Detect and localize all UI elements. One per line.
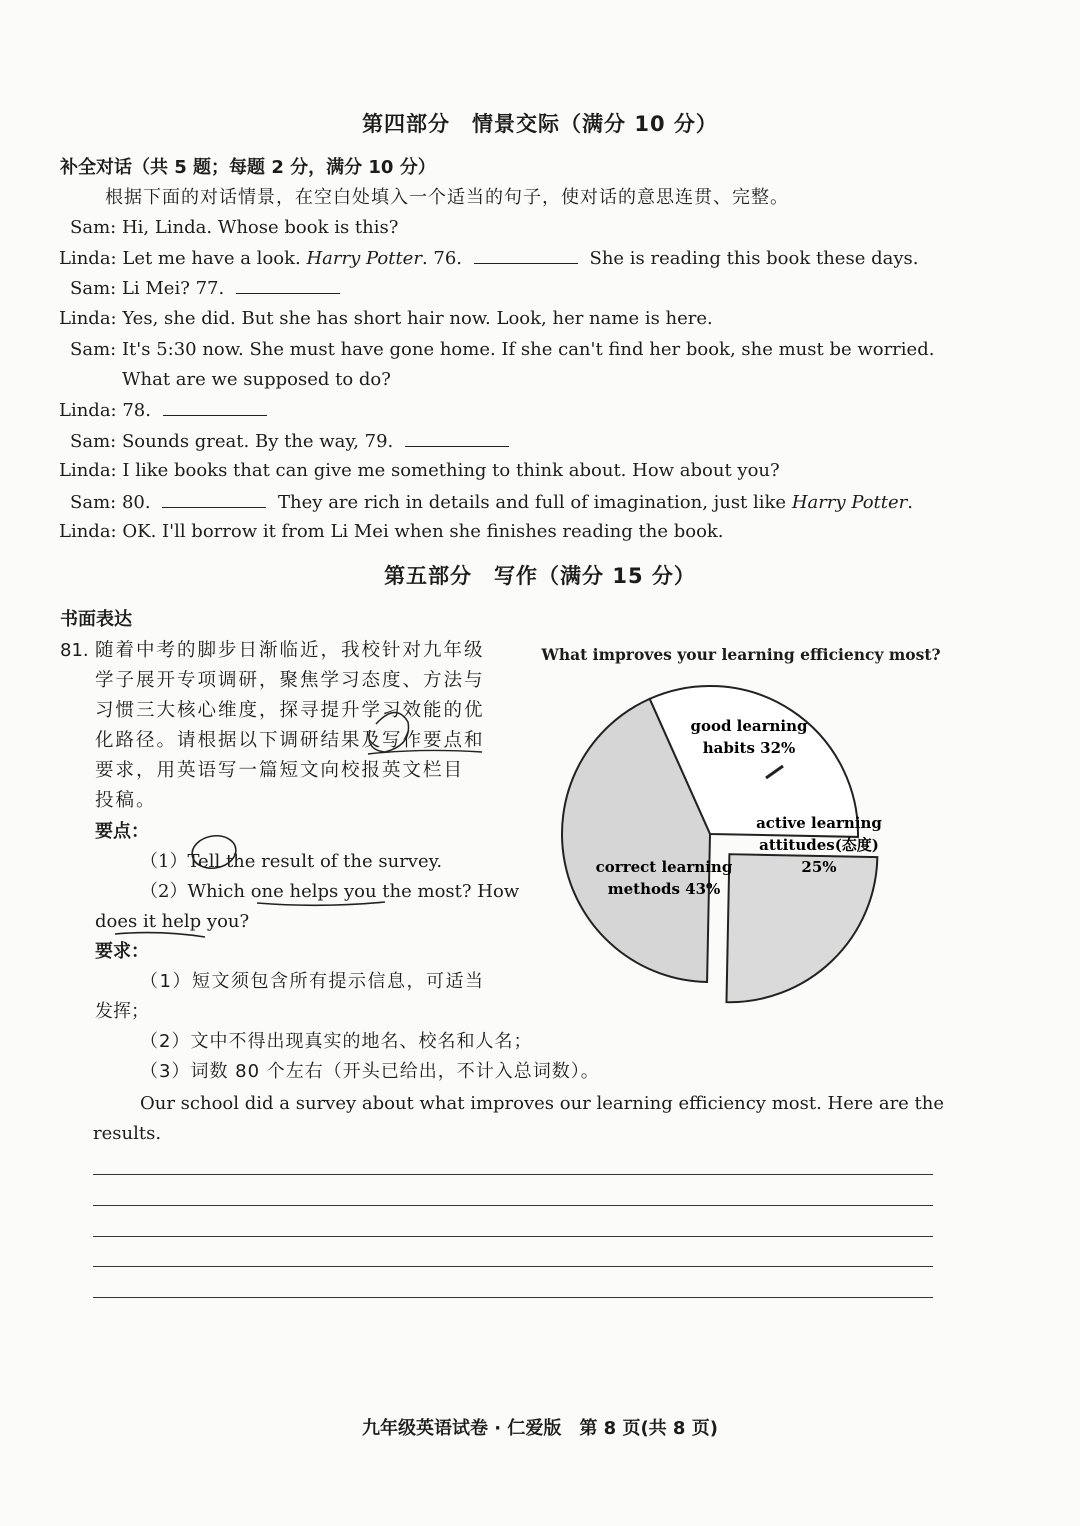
dialogue-text: Let me have a look. bbox=[122, 248, 307, 269]
writing-line-1[interactable] bbox=[93, 1174, 933, 1175]
question-81-number: 81. bbox=[60, 640, 89, 661]
speaker: Linda: bbox=[59, 460, 117, 481]
speaker: Linda: bbox=[59, 400, 117, 421]
question-81-prompt bbox=[95, 636, 525, 816]
writing-line-4[interactable] bbox=[93, 1266, 933, 1267]
writing-opening: Our school did a survey about what improves our learning efficiency most. Here are the bbox=[140, 1093, 945, 1114]
speaker: Sam: bbox=[70, 492, 117, 513]
dialogue-text: It's 5:30 now. She must have gone home. If she can't find her book, she must be worried. bbox=[121, 339, 935, 360]
dialogue-text: She is reading this book these days. bbox=[589, 248, 919, 269]
dialogue-text: They are rich in details and full of imagination, just like bbox=[278, 492, 792, 513]
speaker: Sam: bbox=[70, 431, 117, 452]
prompt-line: 习惯三大核心维度，探寻提升学习效能的优 bbox=[95, 700, 485, 721]
dialogue-line-6 bbox=[59, 397, 273, 424]
question-number-77: Li Mei? 77. bbox=[121, 278, 225, 299]
point-2: （2）Which one helps you the most? How bbox=[140, 881, 520, 902]
question-number-80: 80. bbox=[121, 492, 151, 513]
writing-opening-cont: results. bbox=[93, 1123, 162, 1144]
answer-blank-77[interactable] bbox=[236, 275, 340, 294]
dialogue-line-10 bbox=[59, 519, 724, 545]
speaker: Sam: bbox=[70, 339, 117, 360]
part5-title: 第五部分 写作（满分 15 分） bbox=[384, 564, 696, 588]
requirements-label: 要求： bbox=[95, 941, 149, 962]
dialogue-text: OK. I'll borrow it from Li Mei when she finishes reading the book. bbox=[122, 521, 724, 542]
prompt-line: 投稿。 bbox=[95, 790, 157, 811]
book-title: Harry Potter bbox=[306, 248, 422, 269]
question-number-79: Sounds great. By the way, 79. bbox=[121, 431, 394, 452]
answer-blank-78[interactable] bbox=[163, 397, 267, 416]
chart-title: What improves your learning efficiency most? bbox=[541, 645, 941, 664]
dialogue-line-3 bbox=[70, 275, 346, 302]
pie-chart bbox=[538, 636, 958, 996]
part5-subtitle: 书面表达 bbox=[60, 609, 132, 630]
slice-label: active learning attitudes(态度) 25% bbox=[756, 814, 882, 876]
prompt-line: 化路径。请根据以下调研结果及写作要点和 bbox=[95, 730, 485, 751]
dialogue-line-1 bbox=[70, 215, 398, 241]
slice-label: correct learning methods 43% bbox=[595, 858, 733, 898]
dialogue-line-5b: What are we supposed to do? bbox=[122, 369, 391, 390]
writing-line-2[interactable] bbox=[93, 1205, 933, 1206]
speaker: Sam: bbox=[70, 217, 117, 238]
question-number-78: 78. bbox=[122, 400, 151, 421]
dialogue-line-4 bbox=[59, 306, 713, 332]
requirement-2: （2）文中不得出现真实的地名、校名和人名； bbox=[140, 1031, 533, 1052]
speaker: Linda: bbox=[59, 521, 117, 542]
point-2-cont: does it help you? bbox=[95, 911, 250, 932]
answer-blank-76[interactable] bbox=[474, 245, 578, 264]
dialogue-line-9 bbox=[70, 489, 913, 516]
page-footer: 九年级英语试卷 · 仁爱版 第 8 页(共 8 页) bbox=[362, 1418, 718, 1439]
dialogue-line-5 bbox=[70, 337, 934, 363]
speaker: Sam: bbox=[70, 278, 117, 299]
points-label: 要点： bbox=[95, 821, 149, 842]
dialogue-text: Yes, she did. But she has short hair now. Look, her name is here. bbox=[122, 308, 713, 329]
dialogue-text: Hi, Linda. Whose book is this? bbox=[121, 217, 399, 238]
pie-slice-active-learning-attitudes bbox=[726, 854, 877, 1002]
part4-title: 第四部分 情景交际（满分 10 分） bbox=[362, 112, 718, 136]
part4-instruction: 根据下面的对话情景，在空白处填入一个适当的句子，使对话的意思连贯、完整。 bbox=[105, 187, 789, 208]
writing-line-5[interactable] bbox=[93, 1297, 933, 1298]
slice-label: good learning habits 32% bbox=[690, 717, 808, 757]
part4-subtitle: 补全对话（共 5 题；每题 2 分，满分 10 分） bbox=[60, 157, 436, 178]
answer-blank-79[interactable] bbox=[405, 428, 509, 447]
point-1: （1）Tell the result of the survey. bbox=[140, 851, 443, 872]
dialogue-line-7 bbox=[70, 428, 515, 455]
writing-line-3[interactable] bbox=[93, 1236, 933, 1237]
question-number-76: . 76. bbox=[421, 248, 463, 269]
dialogue-text: I like books that can give me something to think about. How about you? bbox=[122, 460, 780, 481]
dialogue-line-2 bbox=[59, 245, 918, 272]
requirement-1-cont: 发挥； bbox=[95, 1001, 149, 1022]
punctuation: . bbox=[907, 492, 914, 513]
prompt-line: 学子展开专项调研，聚焦学习态度、方法与 bbox=[95, 670, 485, 691]
requirement-3: （3）词数 80 个左右（开头已给出，不计入总词数）。 bbox=[140, 1061, 600, 1082]
book-title: Harry Potter bbox=[791, 492, 908, 513]
requirement-1: （1）短文须包含所有提示信息，可适当 bbox=[140, 971, 485, 992]
speaker: Linda: bbox=[59, 308, 117, 329]
prompt-line: 要求，用英语写一篇短文向校报英文栏目 bbox=[95, 760, 465, 781]
answer-blank-80[interactable] bbox=[162, 489, 266, 508]
prompt-line: 随着中考的脚步日渐临近，我校针对九年级 bbox=[95, 640, 485, 661]
speaker: Linda: bbox=[59, 248, 117, 269]
dialogue-line-8 bbox=[59, 458, 780, 484]
